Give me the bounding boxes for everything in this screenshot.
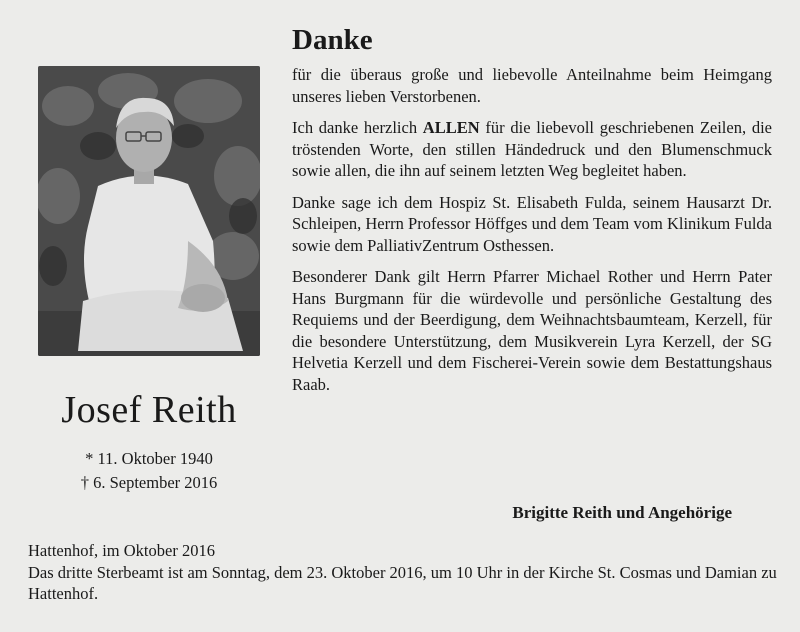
death-date: † 6. September 2016 (80, 473, 218, 492)
paragraph-1: für die überaus große und liebevolle Anteilnahme beim Heimgang unseres lieben Verstorbenen. (292, 65, 772, 106)
birth-date: * 11. Oktober 1940 (85, 449, 213, 468)
paragraph-3: Danke sage ich dem Hospiz St. Elisabeth Fulda, seinem Hausarzt Dr. Schleipen, Herrn Professor Höffges und dem Team vom Klinikum Fulda sowie dem PalliativZentrum Osthessen. (292, 192, 772, 255)
portrait-photo (38, 66, 260, 356)
life-dates (38, 447, 260, 495)
heading: Danke (292, 24, 373, 56)
paragraph-4: Besonderer Dank gilt Herrn Pfarrer Michael Rother und Herrn Pater Hans Burgmann für die würdevolle und persönliche Gestaltung des Requiems und der Beerdigung, dem Weihnachtsbaumteam, Kerzell, für die besondere Unterstützung, dem Musikverein Lyra Kerzell, der SG Helvetia Kerzell und dem Fischerei-Verein sowie dem Bestattungshaus Raab. (292, 267, 772, 394)
service-info: Das dritte Sterbeamt ist am Sonntag, dem 23. Oktober 2016, um 10 Uhr in der Kirche St. Cosmas und Damian zu Hattenhof. (28, 562, 777, 603)
paragraph-2-emphasis: ALLEN (422, 118, 480, 137)
place-date: Hattenhof, im Oktober 2016 (28, 541, 215, 560)
thanks-text (292, 64, 772, 405)
deceased-name: Josef Reith (61, 389, 237, 431)
signature: Brigitte Reith und Angehörige (512, 503, 732, 522)
paragraph-2-end: für die liebevoll geschriebenen Zeilen, die tröstenden Worte, den stillen Händedruck und den Blumenschmuck sowie allen, die ihn auf seinem letzten Weg begleitet haben. (292, 118, 772, 180)
paragraph-2 (292, 117, 772, 182)
paragraph-2-start: Ich danke herzlich (292, 118, 423, 137)
footer (28, 540, 778, 605)
